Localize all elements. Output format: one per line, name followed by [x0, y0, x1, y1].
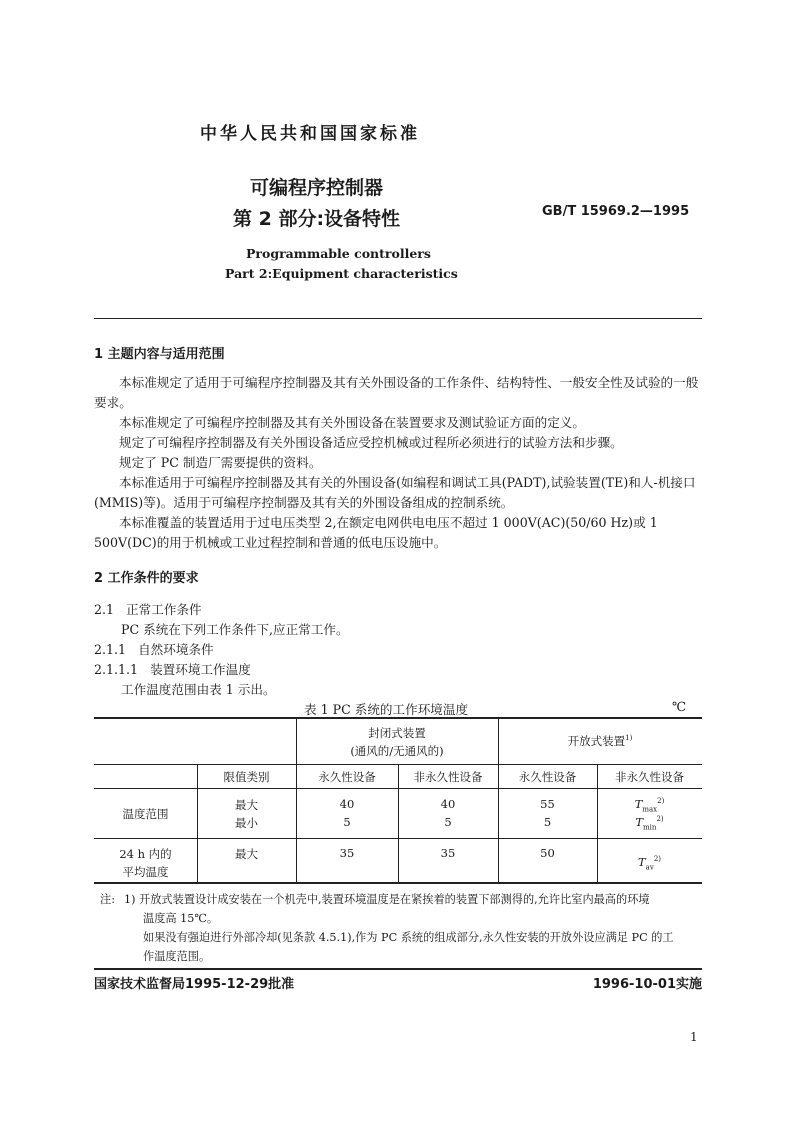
sealed-perm-min: 5: [343, 815, 351, 829]
row-label-temperature-range: 温度范围: [122, 807, 169, 821]
table-top-rule: [94, 717, 702, 719]
page-number: 1: [690, 1030, 698, 1044]
open-nonperm-tmax: [597, 797, 702, 813]
subsection-2-1-1-title: 自然环境条件: [138, 642, 214, 657]
footer-divider: [94, 968, 702, 970]
tmax-symbol: T: [634, 797, 643, 811]
subsection-2-1-1-1-number: 2.1.1.1: [94, 662, 139, 677]
subsection-2-1-1-1: [94, 659, 251, 678]
title-line1: 可编程序控制器: [250, 177, 384, 199]
effective-date: 1996-10-01实施: [592, 977, 702, 992]
title-line2: 第 2 部分:设备特性: [233, 208, 401, 230]
section1-para-4: 规定了 PC 制造厂需要提供的资料。: [119, 455, 322, 470]
section1-para-1: 本标准规定了适用于可编程序控制器及其有关外围设备的工作条件、结构特性、一般安全性及试验的一般要求。: [94, 375, 699, 410]
subsection-2-1-1-1-title: 装置环境工作温度: [150, 662, 251, 677]
group-header-open-note: 1): [625, 734, 633, 743]
group-header-sealed-line1: 封闭式装置: [368, 726, 426, 740]
col-header-limit-type: 限值类别: [223, 770, 270, 784]
section1-para-5: 本标准适用于可编程序控制器及其有关的外围设备(如编程和调试工具(PADT),试验装置(TE)和人-机接口(MMIS)等)。适用于可编程序控制器及其有关的外围设备组成的控制系统。: [94, 475, 696, 510]
row-label-24h-line1: 24 h 内的: [119, 847, 172, 861]
table-note-label: 注:: [100, 893, 115, 906]
header-divider: [94, 318, 702, 319]
subsection-2-1-title: 正常工作条件: [126, 602, 202, 617]
sealed-nonperm-24h: 35: [440, 846, 456, 860]
table-note1-line1: 1) 开放式装置设计成安装在一个机壳中,装置环境温度是在紧挨着的装置下部测得的,允许比室内最高的环境: [124, 893, 650, 906]
section1-body: [94, 373, 702, 553]
tav-subscript: av: [645, 863, 654, 872]
table-unit: ℃: [672, 699, 687, 714]
subsection-2-1-number: 2.1: [94, 602, 115, 617]
limit-max: 最大: [235, 798, 258, 812]
subsection-2-1-text: PC 系统在下列工作条件下,应正常工作。: [121, 622, 349, 637]
subsection-2-1-1-1-text: 工作温度范围由表 1 示出。: [121, 682, 276, 697]
section1-heading: 1 主题内容与适用范围: [94, 347, 225, 362]
sealed-nonperm-min: 5: [444, 815, 452, 829]
sealed-perm-24h: 35: [339, 846, 355, 860]
group-header-open: [498, 733, 702, 749]
table-note1-line2: 温度高 15℃。: [143, 912, 219, 925]
tav-symbol: T: [638, 855, 646, 869]
table-caption: 表 1 PC 系统的工作环境温度: [304, 702, 469, 717]
org-title: 中华人民共和国国家标准: [200, 124, 420, 144]
col-header-open-nonpermanent: 非永久性设备: [615, 770, 684, 784]
tmin-symbol: T: [635, 815, 644, 829]
open-nonperm-tav: [597, 855, 702, 871]
row-label-24h-line2: 平均温度: [122, 865, 169, 879]
en-title-line2: Part 2:Equipment characteristics: [225, 266, 458, 281]
col-header-sealed-nonpermanent: 非永久性设备: [413, 770, 483, 784]
en-title-line1: Programmable controllers: [246, 246, 431, 261]
open-nonperm-tmin: [597, 815, 702, 831]
section1-para-3: 规定了可编程序控制器及有关外围设备适应受控机械或过程所必须进行的试验方法和步骤。: [119, 435, 623, 450]
sealed-nonperm-max: 40: [440, 797, 456, 811]
tmin-note: 2): [656, 815, 664, 824]
open-perm-24h: 50: [540, 846, 555, 860]
tmin-subscript: min: [643, 823, 657, 832]
tmax-subscript: max: [642, 805, 658, 814]
group-header-open-label: 开放式装置: [567, 734, 626, 748]
table-note2-line1: 如果没有强迫进行外部冷却(见条款 4.5.1),作为 PC 系统的组成部分,永久性安装的开放外设应满足 PC 的工: [143, 931, 674, 944]
table-note2-line2: 作温度范围。: [143, 950, 211, 963]
standard-code: GB/T 15969.2—1995: [542, 204, 690, 219]
subsection-2-1-1: [94, 639, 214, 658]
section2-heading: 2 工作条件的要求: [94, 571, 199, 586]
limit-max-24h: 最大: [235, 847, 258, 861]
table-bottom-rule: [94, 882, 702, 884]
tav-note: 2): [653, 855, 661, 864]
col-header-sealed-permanent: 永久性设备: [318, 770, 376, 784]
open-perm-max: 55: [540, 797, 555, 811]
sealed-perm-max: 40: [339, 797, 355, 811]
open-perm-min: 5: [543, 815, 552, 829]
section1-para-2: 本标准规定了可编程序控制器及其有关外围设备在装置要求及测试验证方面的定义。: [119, 415, 585, 430]
subsection-2-1: [94, 599, 202, 618]
section1-para-6: 本标准覆盖的装置适用于过电压类型 2,在额定电网供电电压不超过 1 000V(AC)(50/60 Hz)或 1 500V(DC)的用于机械或工业过程控制和普通的低电压设施中。: [94, 515, 658, 550]
col-header-open-permanent: 永久性设备: [518, 770, 577, 784]
tmax-note: 2): [657, 797, 665, 806]
group-header-sealed-line2: (通风的/无通风的): [350, 744, 444, 758]
approval-text: 国家技术监督局1995-12-29批准: [94, 977, 295, 992]
subsection-2-1-1-number: 2.1.1: [94, 642, 127, 657]
limit-min: 最小: [235, 816, 258, 830]
